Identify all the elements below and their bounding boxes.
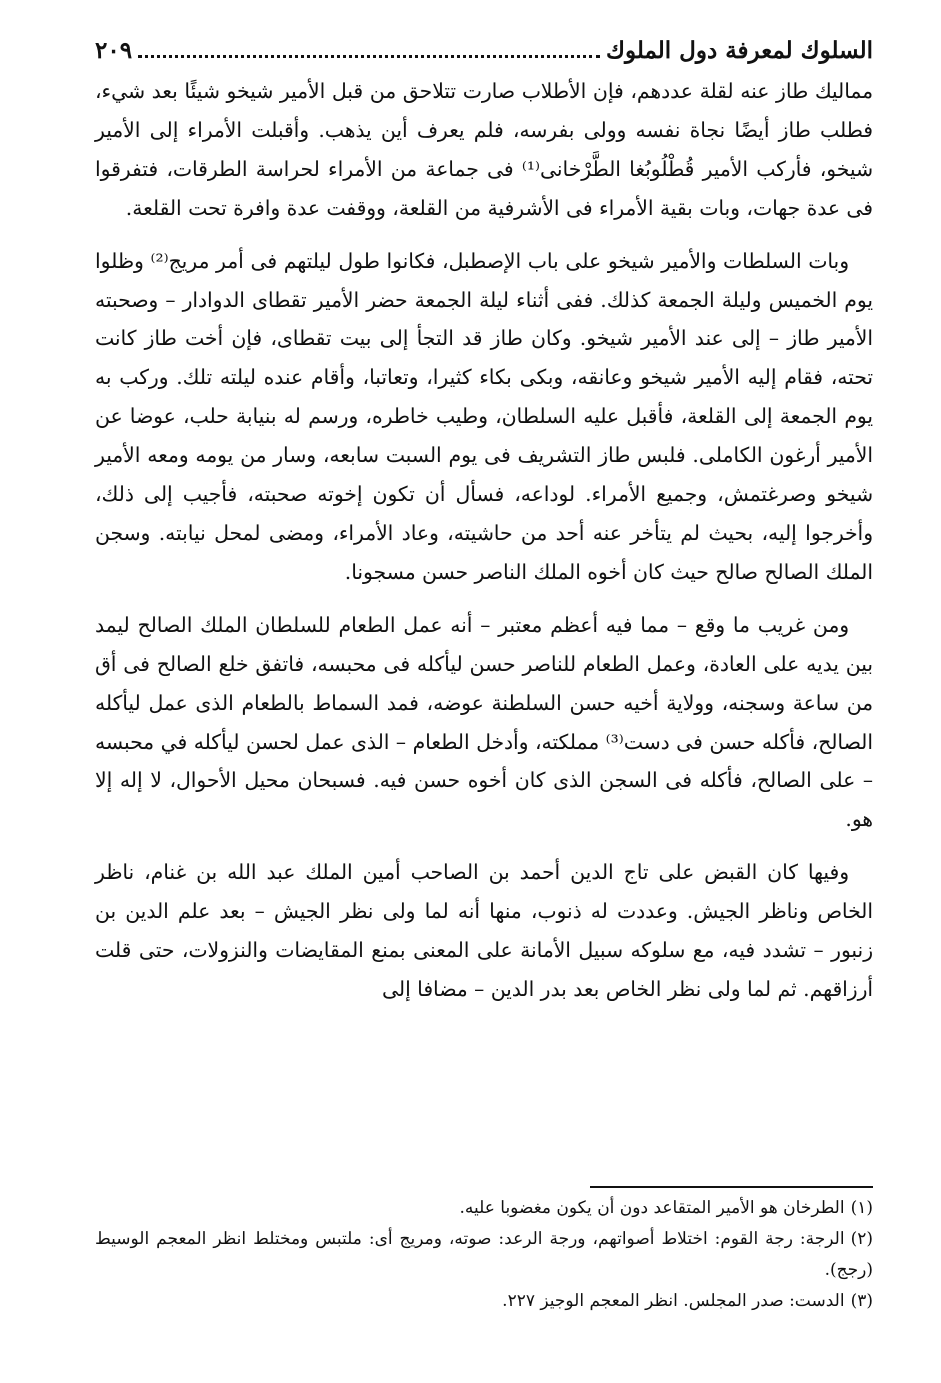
paragraph: وبات السلطات والأمير شيخو على باب الإصطبل، فكانوا طول ليلتهم فى أمر مريج⁽²⁾ وظلوا يوم الخميس وليلة الجمعة كذلك. ففى أثناء ليلة الجمعة حضر الأمير تقطاى الدوادار – وصحبته الأمير طاز – إلى عند الأمير شيخو. وكان طاز قد التجأ إلى بيت تقطاى، فإن أخت طاز كانت تحته، فقام إليه الأمير شيخو وعانقه، وبكى بكاء كثيرا، وتعاتبا، وأقام عنده ليلته تلك. وركب به يوم الجمعة إلى القلعة، فأقبل عليه السلطان، وطيب خاطره، ورسم له بنيابة حلب، عوضا عن الأمير أرغون الكاملى. فلبس طاز التشريف فى يوم السبت سابعه، وسار من يومه ومعه الأمير شيخو وصرغتمش، وجميع الأمراء. لوداعه، فسأل أن تكون إخوته صحبته، فأجيب إلى ذلك، وأخرجوا إليه، بحيث لم يتأخر عنه أحد من حاشيته، وعاد الأمراء، ومضى لمحل نيابته. وسجن الملك الصالح صالح حيث كان أخوه الملك الناصر حسن مسجونا. xyxy=(95,248,873,584)
footnote xyxy=(95,1286,873,1317)
footnote-number: (٣) xyxy=(850,1291,873,1311)
footnote-separator xyxy=(590,1186,873,1188)
footnote-text: الرجة: رجة القوم: اختلاط أصواتهم، ورجة الرعد: صوته، ومريج أى: ملتبس ومختلط انظر المعجم الوسيط (رجج). xyxy=(95,1229,873,1280)
running-header xyxy=(95,30,873,70)
page-number: ٢٠٩ xyxy=(95,36,133,64)
book-title: السلوك لمعرفة دول الملوك xyxy=(605,36,873,64)
paragraph: وفيها كان القبض على تاج الدين أحمد بن الصاحب أمين الملك عبد الله بن غنام، ناظر الخاص وناظر الجيش. وعددت له ذنوب، منها أنه لما ولى نظر الجيش – بعد علم الدين بن زنبور – تشدد فيه، مع سلوكه سبيل الأمانة على المعنى بمنع المقايضات والنزولات، حتى قلت أرزاقهم. ثم لما ولى نظر الخاص بعد بدر الدين – مضافا إلى xyxy=(95,860,873,1001)
footnote xyxy=(95,1224,873,1286)
footnote xyxy=(95,1193,873,1224)
header-dot-leader xyxy=(138,55,600,58)
paragraph: مماليك طاز عنه لقلة عددهم، فإن الأطلاب صارت تتلاحق من قبل الأمير شيخو شيئًا بعد شيء، فطلب طاز أيضًا نجاة نفسه وولى بفرسه، فلم يعرف أين يذهب. وأقبلت الأمراء إلى الأمير شيخو، فأركب الأمير قُطْلُوبُغا الطَّرْخانى⁽¹⁾ فى جماعة من الأمراء لحراسة الطرقات، فتفرقوا فى عدة جهات، وبات بقية الأمراء فى الأشرفية من القلعة، ووقفت عدة وافرة تحت القلعة. xyxy=(95,79,873,220)
footnote-number: (٢) xyxy=(850,1229,873,1249)
footnote-text: الطرخان هو الأمير المتقاعد دون أن يكون مغضوبا عليه. xyxy=(459,1198,845,1218)
paragraph: ومن غريب ما وقع – مما فيه أعظم معتبر – أنه عمل الطعام للسلطان الملك الصالح ليمد بين يديه على العادة، وعمل الطعام للناصر حسن ليأكله فى محبسه، فاتفق خلع الصالح فى أق من ساعة وسجنه، وولاية أخيه حسن السلطنة عوضه، فمد السماط بالطعام الذى عمل ليأكله الصالح، فأكله حسن فى دست⁽³⁾ مملكته، وأدخل الطعام – الذى عمل لحسن ليأكله في محبسه – على الصالح، فأكله فى السجن الذى كان أخوه حسن فيه. فسبحان محيل الأحوال، لا إله إلا هو. xyxy=(95,612,873,832)
footnotes xyxy=(95,1193,873,1317)
footnote-number: (١) xyxy=(850,1198,873,1218)
footnote-text: الدست: صدر المجلس. انظر المعجم الوجيز ٢٢٧. xyxy=(502,1291,845,1311)
body-text xyxy=(95,72,873,1023)
